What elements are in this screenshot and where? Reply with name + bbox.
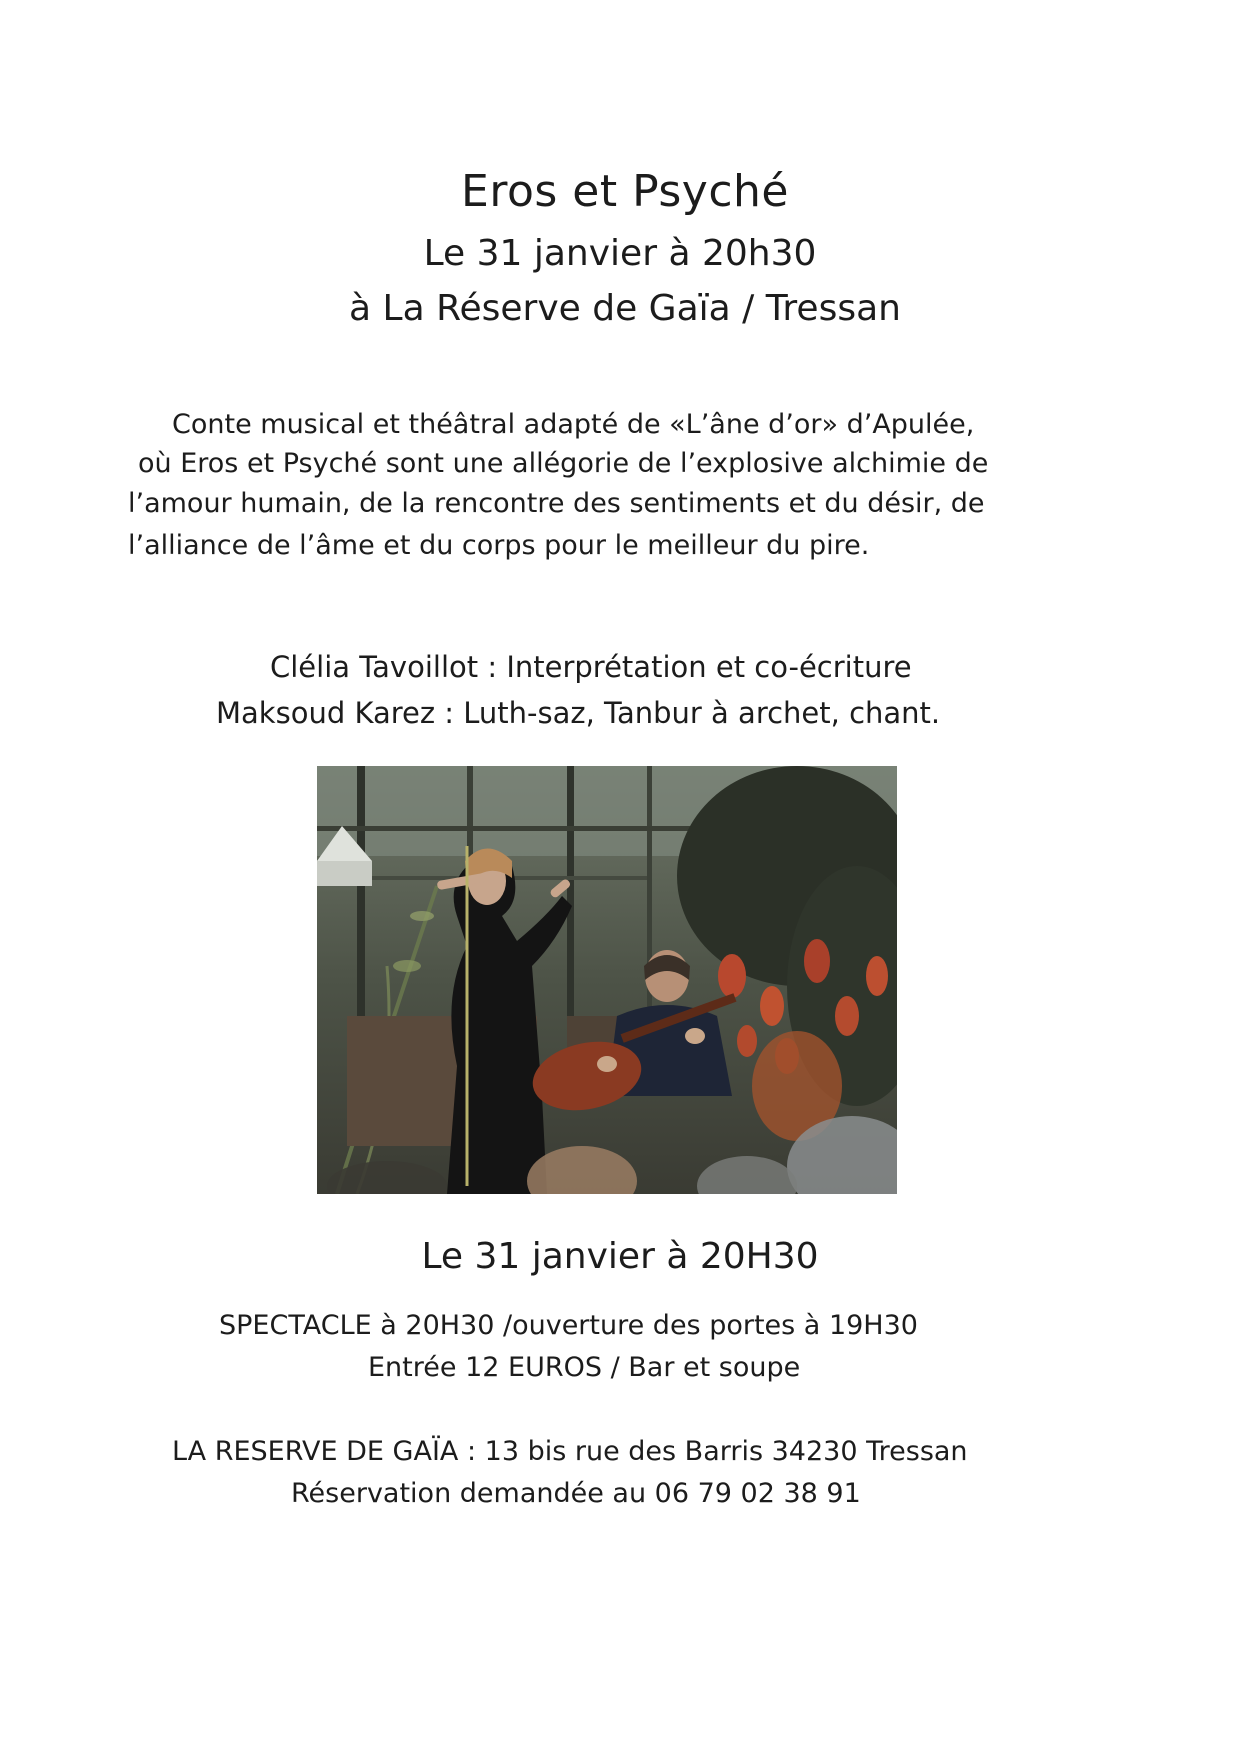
event-venue: à La Réserve de Gaïa / Tressan: [349, 288, 901, 329]
price-line: Entrée 12 EUROS / Bar et soupe: [368, 1352, 801, 1383]
event-date: Le 31 janvier à 20h30: [423, 233, 817, 274]
description-line: l’alliance de l’âme et du corps pour le meilleur du pire.: [128, 530, 870, 561]
credit-line: Maksoud Karez : Luth-saz, Tanbur à archet, chant.: [216, 696, 941, 730]
description-line: où Eros et Psyché sont une allégorie de l’explosive alchimie de: [138, 448, 989, 479]
description-line: l’amour humain, de la rencontre des sentiments et du désir, de: [128, 488, 985, 519]
address-line: LA RESERVE DE GAÏA : 13 bis rue des Barris 34230 Tressan: [172, 1436, 968, 1467]
description-line: Conte musical et théâtral adapté de «L’âne d’or» d’Apulée,: [172, 409, 975, 440]
performance-photo: [317, 766, 897, 1194]
event-title: Eros et Psyché: [461, 166, 789, 217]
credit-line: Clélia Tavoillot : Interprétation et co-écriture: [270, 650, 912, 684]
show-time-line: SPECTACLE à 20H30 /ouverture des portes à 19H30: [219, 1310, 918, 1341]
event-date-repeat: Le 31 janvier à 20H30: [421, 1236, 819, 1277]
booking-line: Réservation demandée au 06 79 02 38 91: [291, 1478, 861, 1509]
